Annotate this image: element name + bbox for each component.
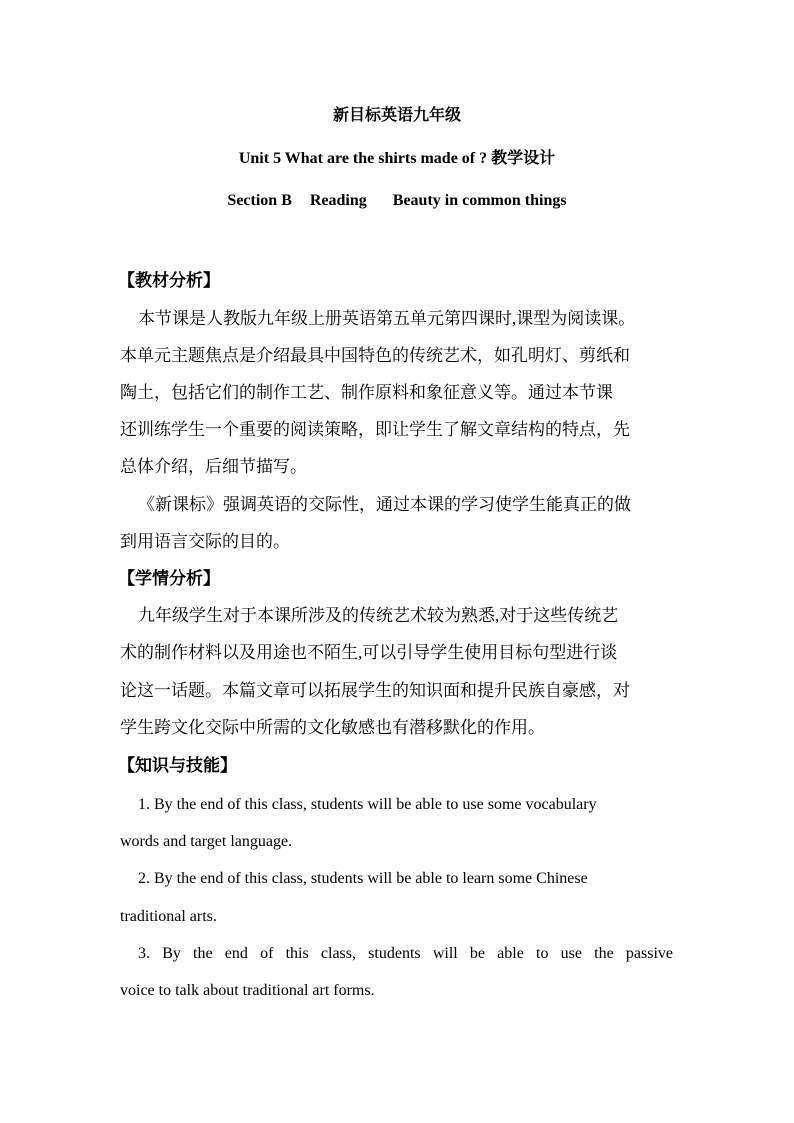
heading-students: 【学情分析】 xyxy=(118,569,220,588)
subtitle-topic: Beauty in common things xyxy=(392,192,567,209)
unit-title: Unit 5 What are the shirts made of ? 教学设计 xyxy=(238,150,556,167)
paragraph-line: 总体介绍，后细节描写。 xyxy=(120,457,307,476)
paragraph-line: 到用语言交际的目的。 xyxy=(120,532,290,551)
paragraph-line: 陶土，包括它们的制作工艺、制作原料和象征意义等。通过本节课 xyxy=(120,383,613,402)
heading-materials: 【教材分析】 xyxy=(118,271,220,290)
section-subtitle xyxy=(0,191,794,211)
paragraph-line: 1. By the end of this class, students will be able to use some vocabulary xyxy=(138,796,597,813)
paragraph-line: 本节课是人教版九年级上册英语第五单元第四课时,课型为阅读课。 xyxy=(138,309,636,328)
paragraph-line: 《新课标》强调英语的交际性，通过本课的学习使学生能真正的做 xyxy=(138,495,631,514)
paragraph-line: 九年级学生对于本课所涉及的传统艺术较为熟悉,对于这些传统艺 xyxy=(138,606,619,625)
heading-skills: 【知识与技能】 xyxy=(118,756,237,775)
paragraph-line: 3. By the end of this class, students will be able to use the passive xyxy=(138,945,673,962)
subtitle-part: Reading xyxy=(309,192,367,209)
paragraph-line: 2. By the end of this class, students will be able to learn some Chinese xyxy=(138,870,588,887)
paragraph-line: 本单元主题焦点是介绍最具中国特色的传统艺术，如孔明灯、剪纸和 xyxy=(120,346,630,365)
paragraph-line: 术的制作材料以及用途也不陌生,可以引导学生使用目标句型进行谈 xyxy=(120,643,618,662)
paragraph-line: traditional arts. xyxy=(120,908,217,925)
document-title: 新目标英语九年级 xyxy=(332,107,461,124)
paragraph-line: 论这一话题。本篇文章可以拓展学生的知识面和提升民族自豪感，对 xyxy=(120,681,630,700)
paragraph-line: words and target language. xyxy=(120,833,293,850)
paragraph-line: voice to talk about traditional art forms. xyxy=(120,982,375,999)
paragraph-line: 还训练学生一个重要的阅读策略，即让学生了解文章结构的特点，先 xyxy=(120,420,630,439)
subtitle-section: Section B xyxy=(227,192,292,209)
paragraph-line: 学生跨文化交际中所需的文化敏感也有潜移默化的作用。 xyxy=(120,718,545,737)
